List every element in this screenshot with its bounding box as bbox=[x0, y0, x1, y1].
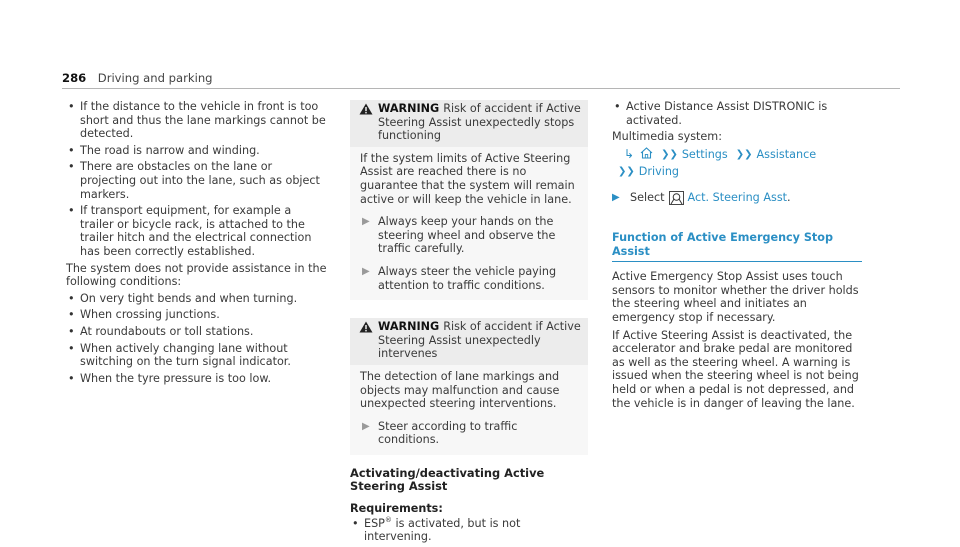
arrow-right-icon: ▶ bbox=[362, 265, 370, 277]
warning-box-stops-functioning bbox=[350, 100, 588, 300]
list-item: • When the tyre pressure is too low. bbox=[66, 372, 328, 386]
warning-action bbox=[360, 265, 580, 292]
return-arrow-icon: ↳ bbox=[624, 146, 635, 161]
action-text: Always steer the vehicle paying attention to traffic conditions. bbox=[378, 264, 557, 292]
warning-action bbox=[360, 420, 580, 447]
column-right bbox=[612, 100, 868, 413]
list-item: • On very tight bends and when turning. bbox=[66, 292, 328, 306]
function-paragraph-1: Active Emergency Stop Assist uses touch sensors to monitor whether the driver holds the steering wheel and initiates an emergency stop if necessary. bbox=[612, 270, 859, 324]
registered-mark: ® bbox=[384, 515, 392, 524]
list-item: • The road is narrow and winding. bbox=[66, 144, 328, 158]
select-instruction bbox=[612, 191, 868, 205]
warning-box-intervenes bbox=[350, 318, 588, 455]
column-middle bbox=[350, 100, 588, 547]
warning-triangle-icon bbox=[354, 320, 378, 333]
select-period: . bbox=[787, 191, 791, 205]
menu-path-continued bbox=[612, 165, 868, 179]
column-left bbox=[66, 100, 328, 388]
warning-header bbox=[350, 318, 588, 365]
warning-label: WARNING bbox=[378, 320, 440, 334]
warning-action bbox=[360, 215, 580, 256]
list-item: • If the distance to the vehicle in front is too short and thus the lane markings cannot be detected. bbox=[66, 100, 328, 141]
function-section-title: Function of Active Emergency Stop Assist bbox=[612, 231, 862, 262]
multimedia-label: Multimedia system: bbox=[612, 130, 722, 144]
list-item: • If transport equipment, for example a trailer or bicycle rack, is attached to the trailer hitch and the electrical connection has been correctly established. bbox=[66, 204, 328, 258]
conditions-list bbox=[66, 292, 328, 386]
list-item: • Active Distance Assist DISTRONIC is activated. bbox=[612, 100, 868, 127]
no-assistance-intro: The system does not provide assistance in the following conditions: bbox=[66, 261, 327, 289]
warning-title: Risk of accident if Active Steering Assist unexpectedly stops functioning bbox=[378, 102, 581, 143]
list-item: • When crossing junctions. bbox=[66, 308, 328, 322]
header-divider bbox=[62, 88, 900, 89]
activating-section-title: Activating/deactivating Active Steering Assist bbox=[350, 465, 545, 494]
requirements-list bbox=[350, 517, 588, 544]
page-number: 286 bbox=[62, 71, 87, 85]
list-item: • At roundabouts or toll stations. bbox=[66, 325, 328, 339]
action-text: Steer according to traffic conditions. bbox=[378, 419, 518, 447]
chevron-right-icon: ❯❯ bbox=[661, 148, 678, 160]
chevron-right-icon: ❯❯ bbox=[735, 148, 753, 160]
warning-text: The detection of lane markings and objects may malfunction and cause unexpected steering interventions. bbox=[360, 369, 560, 411]
requirements-list-continued bbox=[612, 100, 868, 127]
menu-item-assistance[interactable]: Assistance bbox=[756, 147, 817, 161]
arrow-right-icon: ▶ bbox=[362, 216, 370, 228]
list-item: • When actively changing lane without switching on the turn signal indicator. bbox=[66, 342, 328, 369]
warning-header bbox=[350, 100, 588, 147]
act-steering-asst-option[interactable]: Act. Steering Asst bbox=[687, 191, 788, 205]
warning-body bbox=[350, 365, 588, 455]
menu-item-driving[interactable]: Driving bbox=[638, 165, 680, 179]
menu-item-settings[interactable]: Settings bbox=[681, 147, 728, 161]
warning-body bbox=[350, 147, 588, 300]
steering-assist-icon bbox=[669, 191, 684, 205]
warning-triangle-icon bbox=[354, 102, 378, 115]
home-icon[interactable] bbox=[640, 147, 653, 163]
arrow-right-icon: ▶ bbox=[612, 192, 620, 204]
page-header bbox=[62, 72, 213, 86]
arrow-right-icon: ▶ bbox=[362, 420, 370, 432]
list-item bbox=[350, 517, 588, 544]
action-text: Always keep your hands on the steering wheel and observe the traffic carefully. bbox=[378, 215, 556, 256]
limits-list bbox=[66, 100, 328, 259]
section-title: Driving and parking bbox=[97, 71, 213, 85]
esp-text: ESP bbox=[364, 516, 385, 530]
menu-path bbox=[612, 147, 868, 163]
chevron-right-icon: ❯❯ bbox=[618, 166, 635, 178]
requirements-label: Requirements: bbox=[350, 502, 443, 516]
select-label: Select bbox=[630, 191, 665, 205]
warning-title: Risk of accident if Active Steering Assist unexpectedly intervenes bbox=[378, 320, 581, 361]
list-item: • There are obstacles on the lane or projecting out into the lane, such as object markers. bbox=[66, 160, 328, 201]
warning-label: WARNING bbox=[378, 102, 440, 115]
warning-text: If the system limits of Active Steering Assist are reached there is no guarantee that the system will remain active or will keep the vehicle in lane. bbox=[360, 151, 575, 206]
function-paragraph-2: If Active Steering Assist is deactivated, the accelerator and brake pedal are monitored as well as the steering wheel. A warning is issued when the steering wheel is not being held or when a pedal is not depressed, and the vehicle is in danger of leaving the lane. bbox=[612, 328, 859, 410]
esp-condition: is activated, but is not intervening. bbox=[364, 516, 521, 544]
